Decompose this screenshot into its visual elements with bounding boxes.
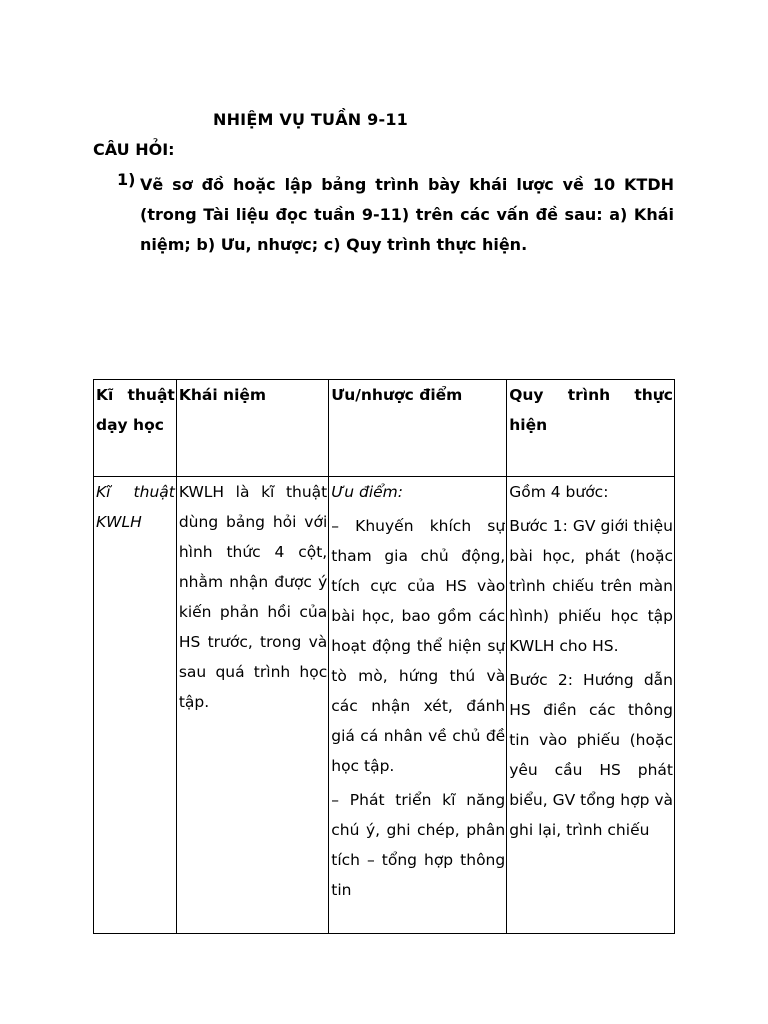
header-technique: Kĩ thuật dạy học bbox=[94, 380, 177, 477]
table-header-row bbox=[94, 380, 675, 477]
question-heading: CÂU HỎI: bbox=[93, 140, 175, 159]
question-text: Vẽ sơ đồ hoặc lập bảng trình bày khái lược về 10 KTDH (trong Tài liệu đọc tuần 9-11) trên các vấn đề sau: a) Khái niệm; b) Ưu, nhược; c) Quy trình thực hiện. bbox=[140, 175, 674, 254]
process-content bbox=[509, 477, 673, 930]
cell-concept bbox=[176, 477, 328, 934]
process-step: Bước 2: Hướng dẫn HS điền các thông tin vào phiếu (hoặc yêu cầu HS phát biểu, GV tổng hợp và ghi lại, trình chiếu bbox=[509, 671, 673, 839]
pros-cons-content bbox=[331, 477, 505, 930]
concept-text: KWLH là kĩ thuật dùng bảng hỏi với hình thức 4 cột, nhằm nhận được ý kiến phản hồi của HS trước, trong và sau quá trình học tập. bbox=[178, 483, 328, 711]
techniques-table bbox=[93, 379, 675, 934]
process-step: Bước 1: GV giới thiệu bài học, phát (hoặc trình chiếu trên màn hình) phiếu học tập KWLH cho HS. bbox=[509, 517, 673, 655]
document-title: NHIỆM VỤ TUẦN 9-11 bbox=[213, 110, 408, 129]
process-intro: Gồm 4 bước: bbox=[509, 483, 609, 501]
pros-item: – Khuyến khích sự tham gia chủ động, tích cực của HS vào bài học, bao gồm các hoạt động thể hiện sự tò mò, hứng thú và các nhận xét, đánh giá cá nhân về chủ đề học tập. bbox=[331, 517, 506, 775]
pros-heading: Ưu điểm: bbox=[331, 483, 403, 501]
technique-name: Kĩ thuật KWLH bbox=[96, 483, 175, 531]
header-concept: Khái niệm bbox=[176, 380, 328, 477]
cell-pros-cons bbox=[329, 477, 507, 934]
pros-item: – Phát triển kĩ năng chú ý, ghi chép, phân tích – tổng hợp thông tin bbox=[331, 791, 506, 899]
header-pros-cons: Ưu/nhược điểm bbox=[329, 380, 507, 477]
cell-technique bbox=[94, 477, 177, 934]
table-row bbox=[94, 477, 675, 934]
header-process: Quy trình thực hiện bbox=[507, 380, 675, 477]
question-number: 1) bbox=[117, 170, 136, 189]
cell-process bbox=[507, 477, 675, 934]
